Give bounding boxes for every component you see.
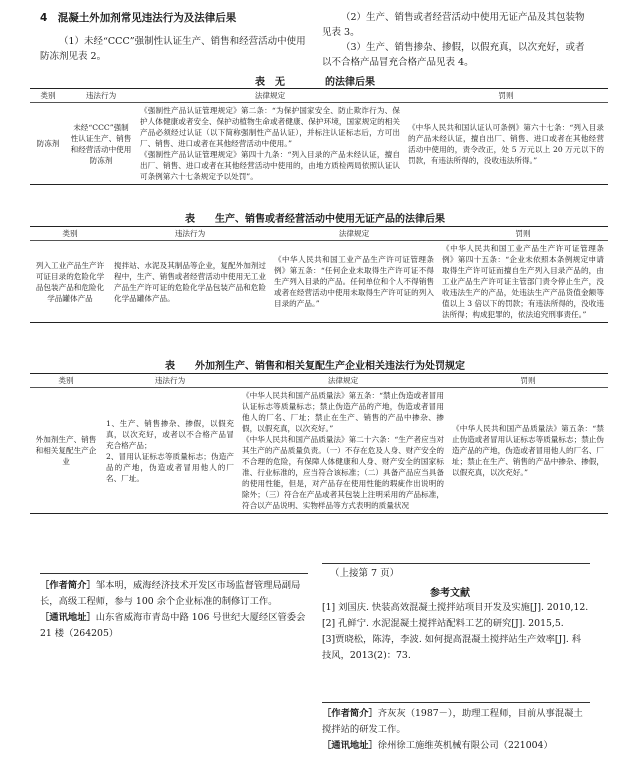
table3-cell-behavior: 搅拌站、水泥及其制品等企业，复配外加剂过程中，生产、销售或者经营活动中使用无工业产品生产许可证的危险化学品包装产品和危险化学品罐体产品。 (114, 260, 266, 303)
table4-caption: 表 外加剂生产、销售和相关复配生产企业相关违法行为处罚规定 (165, 361, 465, 372)
reference-item: [3]贾晓松，陈涛，李波. 如何提高混凝土搅拌站生产效率[J]. 科技风，2013(2)：73. (322, 634, 582, 661)
right-top-rule (322, 563, 590, 564)
table2-header-category: 类别 (30, 89, 66, 103)
author-right-address (322, 738, 590, 754)
table3 (30, 226, 608, 323)
table2-cell-penalty: 《中华人民共和国认证认可条例》第六十七条：“列入目录的产品未经认证，擅自出厂、销售、进口或者在其他经营活动中使用的，责令改正，处 5 万元以上 20 万元以下的罚款，有违法所得的，没收违法所得。” (408, 122, 604, 165)
author-right-address-label: ［通讯地址］ (322, 740, 378, 751)
table3-caption: 表 生产、销售或者经营活动中使用无证产品的法律后果 (185, 214, 445, 225)
table2-cell-category: 防冻剂 (36, 139, 60, 148)
author-left-bio (40, 578, 308, 610)
table3-cell-law: 《中华人民共和国工业产品生产许可证管理条例》第五条：“任何企业未取得生产许可证不得生产列入目录的产品。任何单位和个人不得销售或者在经营活动中使用未取得生产许可证的列入目录的产品。” (274, 255, 434, 308)
table4-header-category: 类别 (30, 374, 102, 388)
references-list (322, 600, 590, 664)
intro-paragraph-2: （2）生产、销售或者经营活动中使用无证产品及其包装物见表 3。 (322, 12, 585, 38)
references-title: 参考文献 (430, 588, 470, 599)
author-right-bio (322, 706, 590, 738)
table2 (30, 88, 608, 185)
table4-cell-penalty: 《中华人民共和国产品质量法》第五条：“禁止伪造或者冒用认证标志等质量标志；禁止伪造产品的产地，伪造或者冒用他人的厂名、厂址；禁止在生产、销售的产品中掺杂、掺假，以假充真，以次充好。” (452, 424, 604, 477)
continued-note: （上接第 7 页） (330, 568, 400, 579)
table-row (30, 388, 608, 514)
table-row (30, 241, 608, 323)
reference-item: [1] 刘国庆. 快装高效混凝土搅拌站项目开发及实施[J]. 2010,12. (322, 602, 589, 613)
table3-cell-penalty: 《中华人民共和国工业产品生产许可证管理条例》第四十五条：“企业未依照本条例规定申请取得生产许可证而擅自生产列入目录产品的，由工业产品生产许可证主管部门责令停止生产，没收违法生产的产品，处违法生产产品货值金额等值以上 3 倍以下的罚款；有违法所得的，没收违法所得；构成犯罪的，依法追究刑事责任。” (442, 244, 604, 319)
table2-cell-law: 《强制性产品认证管理规定》第二条：“为保护国家安全、防止欺诈行为、保护人体健康或者安全、保护动植物生命或者健康、保护环境，国家规定的相关产品必须经过认证（以下简称强制性产品认证），并标注认证标志后，方可出厂、销售、进口或者在其他经营活动中使用。” 《强制性产品认证管理规定》第四十九条：“列入目录的产品未经认证，擅自出厂、销售、进口或者在其他经营活动中使用的，由地方质检两局依照认证认可条例第六十七条规定予以处罚”。 (140, 106, 400, 181)
table4-header-behavior: 违法行为 (102, 374, 238, 388)
table3-header-penalty: 罚则 (438, 227, 608, 241)
author-left-top-rule (40, 573, 308, 574)
table3-cell-category: 列入工业产品生产许可证目录的危险化学品包装产品和危险化学品罐体产品 (35, 260, 105, 303)
table2-header-law: 法律规定 (136, 89, 404, 103)
table3-header-law: 法律规定 (270, 227, 438, 241)
table4 (30, 373, 608, 514)
table4-cell-law: 《中华人民共和国产品质量法》第五条：“禁止伪造或者冒用认证标志等质量标志；禁止伪造产品的产地，伪造或者冒用他人的厂名、厂址；禁止在生产、销售的产品中掺杂、掺假，以假充真，以次充好。” 《中华人民共和国产品质量法》第二十六条：“生产者应当对其生产的产品质量负责。（一）不存在危及人身、财产安全的不合理的危险，有保障人体健康和人身、财产安全的国家标准、行业标准的，应当符合该标准；（二）具备产品应当具备的使用性能，但是，对产品存在使用性能的瑕疵作出说明的除外；（三）符合在产品或者其包装上注明采用的产品标准，符合以产品说明、实物样品等方式表明的质量状况 (242, 391, 444, 510)
table3-header-behavior: 违法行为 (110, 227, 270, 241)
table4-cell-category: 外加剂生产、销售和相关复配生产企业 (35, 435, 97, 466)
table4-header-penalty: 罚则 (448, 374, 608, 388)
author-right-bio-label: ［作者简介］ (322, 708, 378, 719)
author-right-top-rule (322, 702, 590, 703)
author-right-block (322, 706, 590, 754)
author-left-bio-label: ［作者简介］ (40, 580, 96, 591)
table4-header-row (30, 374, 608, 388)
section-title: 4 混凝土外加剂常见违法行为及法律后果 (40, 12, 237, 24)
author-left-block (40, 578, 308, 642)
table-row (30, 103, 608, 185)
author-right-address-text: 徐州徐工施维英机械有限公司（221004） (377, 740, 553, 751)
author-left-address-text: 山东省威海市青岛中路 106 号世纪大厦经区管委会 21 楼（264205） (40, 612, 306, 639)
table2-header-penalty: 罚则 (404, 89, 608, 103)
intro-paragraph-1: （1）未经“CCC”强制性认证生产、销售和经营活动中使用防冻剂见表 2。 (40, 36, 306, 62)
reference-item: [2] 孔鲜宁. 水泥混凝土搅拌站配料工艺的研究[J]. 2015,5. (322, 618, 564, 629)
table4-header-law: 法律规定 (238, 374, 448, 388)
table4-cell-behavior: 1、生产、销售掺杂、掺假，以假充真，以次充好，或者以不合格产品冒充合格产品； 2、冒用认证标志等质量标志；伪造产品的产地，伪造或者冒用他人的厂名、厂址。 (106, 418, 234, 483)
intro-paragraph-3: （3）生产、销售掺杂、掺假，以假充真，以次充好，或者以不合格产品冒充合格产品见表 4。 (322, 42, 585, 68)
table2-cell-behavior: 未经“CCC”强制性认证生产、销售和经营活动中使用防冻剂 (70, 122, 132, 165)
table2-header-behavior: 违法行为 (66, 89, 136, 103)
author-right-bio-text: 齐灰灰（1987－），助理工程师，目前从事混凝土搅拌站的研发工作。 (322, 708, 583, 735)
table2-caption: 表 无 的法律后果 (255, 77, 375, 88)
table3-header-row (30, 227, 608, 241)
author-left-address-label: ［通讯地址］ (40, 612, 96, 623)
table2-header-row (30, 89, 608, 103)
author-left-bio-text: 邹本明，威海经济技术开发区市场监督管理局副局长，高级工程师，参与 100 余个企业标准的制修订工作。 (40, 580, 301, 607)
table3-header-category: 类别 (30, 227, 110, 241)
author-left-address (40, 610, 308, 642)
